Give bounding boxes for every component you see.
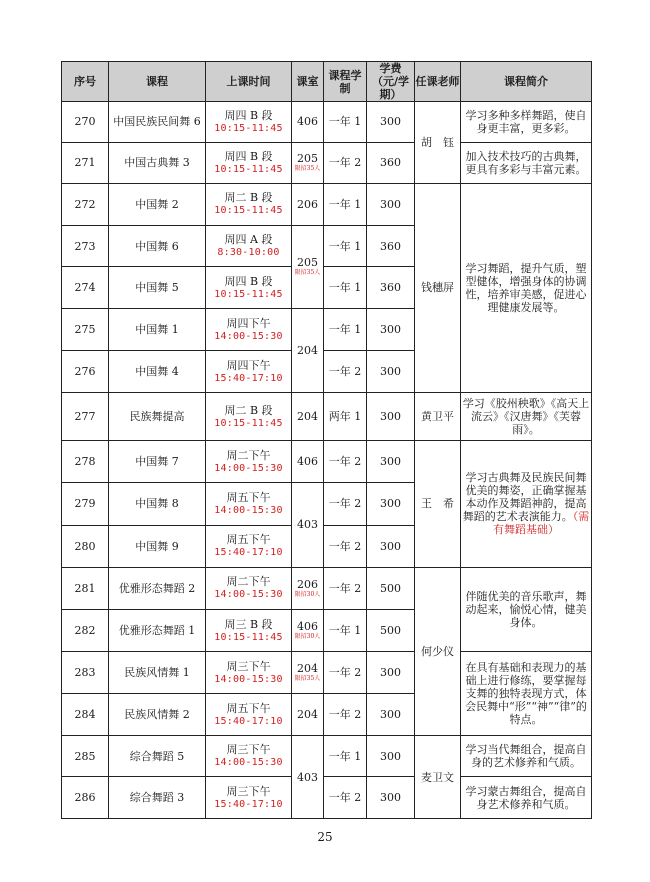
time-range: 10:15-11:45	[214, 163, 283, 175]
time-range: 14:00-15:30	[214, 589, 283, 601]
time-range: 14:00-15:30	[214, 330, 283, 342]
row-duration: 一年 1	[324, 183, 367, 225]
room-number: 205	[297, 152, 318, 166]
row-no: 282	[62, 609, 109, 652]
time-range: 14:00-15:30	[214, 673, 283, 685]
room-cell	[292, 694, 324, 736]
teacher-cell: 何少仪	[415, 567, 461, 736]
time-range: 15:40-17:10	[214, 547, 283, 559]
room-cell	[292, 183, 324, 225]
row-course-name: 优雅形态舞蹈 2	[109, 567, 206, 609]
table-row	[62, 393, 592, 441]
room-cell	[292, 309, 324, 393]
row-fee: 500	[367, 567, 415, 609]
room-number: 403	[297, 770, 318, 784]
row-time	[206, 777, 292, 819]
room-cell	[292, 102, 324, 143]
row-fee: 300	[367, 777, 415, 819]
table-header-row	[62, 62, 592, 102]
row-course-name: 中国舞 1	[109, 309, 206, 351]
time-day: 周四下午	[226, 316, 271, 330]
table-row	[62, 183, 592, 225]
room-number: 204	[297, 662, 318, 676]
time-day: 周二下午	[226, 448, 271, 462]
room-limit-note: 限招35人	[294, 165, 321, 173]
room-cell	[292, 142, 324, 183]
room-cell	[292, 736, 324, 819]
room-cell	[292, 652, 324, 694]
row-fee: 300	[367, 309, 415, 351]
intro-cell: 学习《胶州秧歌》《高天上流云》《汉唐舞》《芙蓉雨》。	[461, 393, 592, 441]
table-row	[62, 736, 592, 777]
row-course-name: 中国舞 2	[109, 183, 206, 225]
time-day: 周五下午	[226, 701, 271, 715]
room-number: 204	[297, 410, 318, 424]
teacher-cell: 王 希	[415, 441, 461, 568]
row-no: 281	[62, 567, 109, 609]
time-day: 周四 B 段	[224, 149, 273, 163]
row-time	[206, 267, 292, 309]
table-row	[62, 102, 592, 143]
row-duration: 一年 2	[324, 525, 367, 567]
row-fee: 300	[367, 652, 415, 694]
time-range: 10:15-11:45	[214, 631, 283, 643]
row-no: 272	[62, 183, 109, 225]
row-duration: 一年 1	[324, 225, 367, 267]
table-row	[62, 777, 592, 819]
row-duration: 一年 1	[324, 102, 367, 143]
row-fee: 300	[367, 694, 415, 736]
room-cell	[292, 393, 324, 441]
time-day: 周三下午	[226, 743, 271, 757]
row-time	[206, 609, 292, 652]
row-fee: 300	[367, 441, 415, 483]
time-range: 10:15-11:45	[214, 122, 283, 134]
row-time	[206, 142, 292, 183]
row-duration: 两年 1	[324, 393, 367, 441]
intro-cell	[461, 441, 592, 568]
row-no: 273	[62, 225, 109, 267]
table-row	[62, 567, 592, 609]
row-no: 271	[62, 142, 109, 183]
header-course: 课程	[109, 62, 206, 102]
teacher-cell: 麦卫文	[415, 736, 461, 819]
room-cell	[292, 609, 324, 652]
row-time	[206, 183, 292, 225]
intro-cell: 在具有基础和表现力的基础上进行修练，要掌握每支舞的独特表现方式，体会民舞中“形”“神”“律”的特点。	[461, 652, 592, 736]
row-no: 280	[62, 525, 109, 567]
room-limit-note: 限招30人	[294, 633, 321, 641]
room-number: 406	[297, 115, 318, 129]
row-duration: 一年 2	[324, 694, 367, 736]
room-number: 206	[297, 577, 318, 591]
row-time	[206, 482, 292, 525]
row-fee: 360	[367, 225, 415, 267]
intro-cell: 学习舞蹈，提升气质，塑型健体，增强身体的协调性，培养审美感，促进心理健康发展等。	[461, 183, 592, 392]
row-time	[206, 309, 292, 351]
teacher-cell: 胡 钰	[415, 102, 461, 184]
time-day: 周五下午	[226, 490, 271, 504]
row-duration: 一年 1	[324, 309, 367, 351]
row-no: 284	[62, 694, 109, 736]
room-cell	[292, 225, 324, 309]
intro-cell: 学习当代舞组合，提高自身的艺术修养和气质。	[461, 736, 592, 777]
time-day: 周三 B 段	[224, 617, 273, 631]
room-limit-note: 限招35人	[294, 675, 321, 683]
row-time	[206, 441, 292, 483]
row-no: 286	[62, 777, 109, 819]
row-time	[206, 652, 292, 694]
row-duration: 一年 2	[324, 482, 367, 525]
row-course-name: 中国舞 5	[109, 267, 206, 309]
table-row	[62, 652, 592, 694]
room-number: 406	[297, 455, 318, 468]
row-no: 278	[62, 441, 109, 483]
time-range: 10:15-11:45	[214, 205, 283, 217]
row-time	[206, 567, 292, 609]
time-range: 14:00-15:30	[214, 462, 283, 474]
room-number: 205	[297, 256, 318, 270]
row-time	[206, 736, 292, 777]
row-no: 277	[62, 393, 109, 441]
room-cell	[292, 482, 324, 567]
row-duration: 一年 1	[324, 736, 367, 777]
row-course-name: 优雅形态舞蹈 1	[109, 609, 206, 652]
row-course-name: 中国民族民间舞 6	[109, 102, 206, 143]
row-duration: 一年 2	[324, 777, 367, 819]
intro-cell: 学习多种多样舞蹈，使自身更丰富，更多彩。	[461, 102, 592, 143]
time-day: 周四 B 段	[224, 108, 273, 122]
row-no: 270	[62, 102, 109, 143]
intro-cell: 加入技术技巧的古典舞，更具有多彩与丰富元素。	[461, 142, 592, 183]
time-range: 10:15-11:45	[214, 417, 283, 429]
row-course-name: 中国舞 9	[109, 525, 206, 567]
intro-text: 学习古典舞及民族民间舞优美的舞姿，正确掌握基本动作及舞蹈神韵，提高舞蹈的艺术表演能力。	[462, 471, 587, 524]
row-course-name: 民族舞提高	[109, 393, 206, 441]
row-duration: 一年 1	[324, 267, 367, 309]
time-day: 周四 B 段	[224, 274, 273, 288]
row-fee: 300	[367, 183, 415, 225]
time-day: 周五下午	[226, 533, 271, 547]
row-course-name: 综合舞蹈 5	[109, 736, 206, 777]
row-course-name: 中国舞 7	[109, 441, 206, 483]
row-course-name: 中国舞 8	[109, 482, 206, 525]
row-fee: 300	[367, 736, 415, 777]
row-duration: 一年 2	[324, 142, 367, 183]
teacher-cell: 黄卫平	[415, 393, 461, 441]
time-range: 10:15-11:45	[214, 288, 283, 300]
row-duration: 一年 2	[324, 567, 367, 609]
row-fee: 300	[367, 525, 415, 567]
row-no: 283	[62, 652, 109, 694]
row-fee: 300	[367, 393, 415, 441]
intro-cell: 伴随优美的音乐歌声，舞动起来，愉悦心情，健美身体。	[461, 567, 592, 652]
row-fee: 300	[367, 351, 415, 393]
row-no: 285	[62, 736, 109, 777]
row-time	[206, 525, 292, 567]
row-duration: 一年 2	[324, 652, 367, 694]
room-number: 406	[297, 620, 318, 634]
row-time	[206, 694, 292, 736]
row-time	[206, 102, 292, 143]
time-day: 周二 B 段	[224, 403, 273, 417]
row-fee: 300	[367, 102, 415, 143]
room-limit-note: 限招35人	[294, 269, 321, 277]
room-number: 204	[297, 708, 318, 722]
row-no: 276	[62, 351, 109, 393]
time-range: 14:00-15:30	[214, 757, 283, 769]
time-day: 周三下午	[226, 659, 271, 673]
time-day: 周三下午	[226, 784, 271, 798]
room-number: 206	[297, 197, 318, 211]
row-course-name: 中国舞 4	[109, 351, 206, 393]
row-no: 275	[62, 309, 109, 351]
time-range: 14:00-15:30	[214, 504, 283, 516]
page-number: 25	[317, 830, 333, 844]
time-range: 8:30-10:00	[217, 247, 280, 258]
intro-cell: 学习蒙古舞组合，提高自身艺术修养和气质。	[461, 777, 592, 819]
row-course-name: 中国古典舞 3	[109, 142, 206, 183]
row-no: 279	[62, 482, 109, 525]
room-cell	[292, 567, 324, 609]
header-duration: 课程学制	[324, 62, 367, 102]
room-number: 403	[297, 518, 318, 532]
row-time	[206, 225, 292, 267]
row-time	[206, 393, 292, 441]
header-fee: 学费（元/学期）	[367, 62, 415, 102]
row-duration: 一年 2	[324, 351, 367, 393]
row-time	[206, 351, 292, 393]
row-fee: 300	[367, 482, 415, 525]
row-duration: 一年 1	[324, 609, 367, 652]
row-fee: 360	[367, 267, 415, 309]
row-course-name: 中国舞 6	[109, 225, 206, 267]
intro-requirement-note: （需有舞蹈基础）	[493, 510, 590, 537]
header-teacher: 任课老师	[415, 62, 461, 102]
time-day: 周四 A 段	[224, 233, 273, 246]
row-fee: 500	[367, 609, 415, 652]
time-range: 15:40-17:10	[214, 715, 283, 727]
row-course-name: 民族风情舞 2	[109, 694, 206, 736]
header-no: 序号	[62, 62, 109, 102]
time-day: 周二 B 段	[224, 191, 273, 205]
header-intro: 课程简介	[461, 62, 592, 102]
row-fee: 360	[367, 142, 415, 183]
teacher-cell: 钱穗屏	[415, 183, 461, 392]
time-range: 15:40-17:10	[214, 798, 283, 810]
row-course-name: 民族风情舞 1	[109, 652, 206, 694]
room-number: 204	[297, 344, 318, 358]
row-no: 274	[62, 267, 109, 309]
row-course-name: 综合舞蹈 3	[109, 777, 206, 819]
header-room: 课室	[292, 62, 324, 102]
room-limit-note: 限招30人	[294, 590, 321, 598]
row-duration: 一年 2	[324, 441, 367, 483]
course-table	[61, 61, 592, 819]
table-row	[62, 142, 592, 183]
room-cell	[292, 441, 324, 483]
time-range: 15:40-17:10	[214, 372, 283, 384]
header-time: 上课时间	[206, 62, 292, 102]
time-day: 周四下午	[226, 358, 271, 372]
table-row	[62, 441, 592, 483]
time-day: 周二下午	[226, 575, 271, 589]
